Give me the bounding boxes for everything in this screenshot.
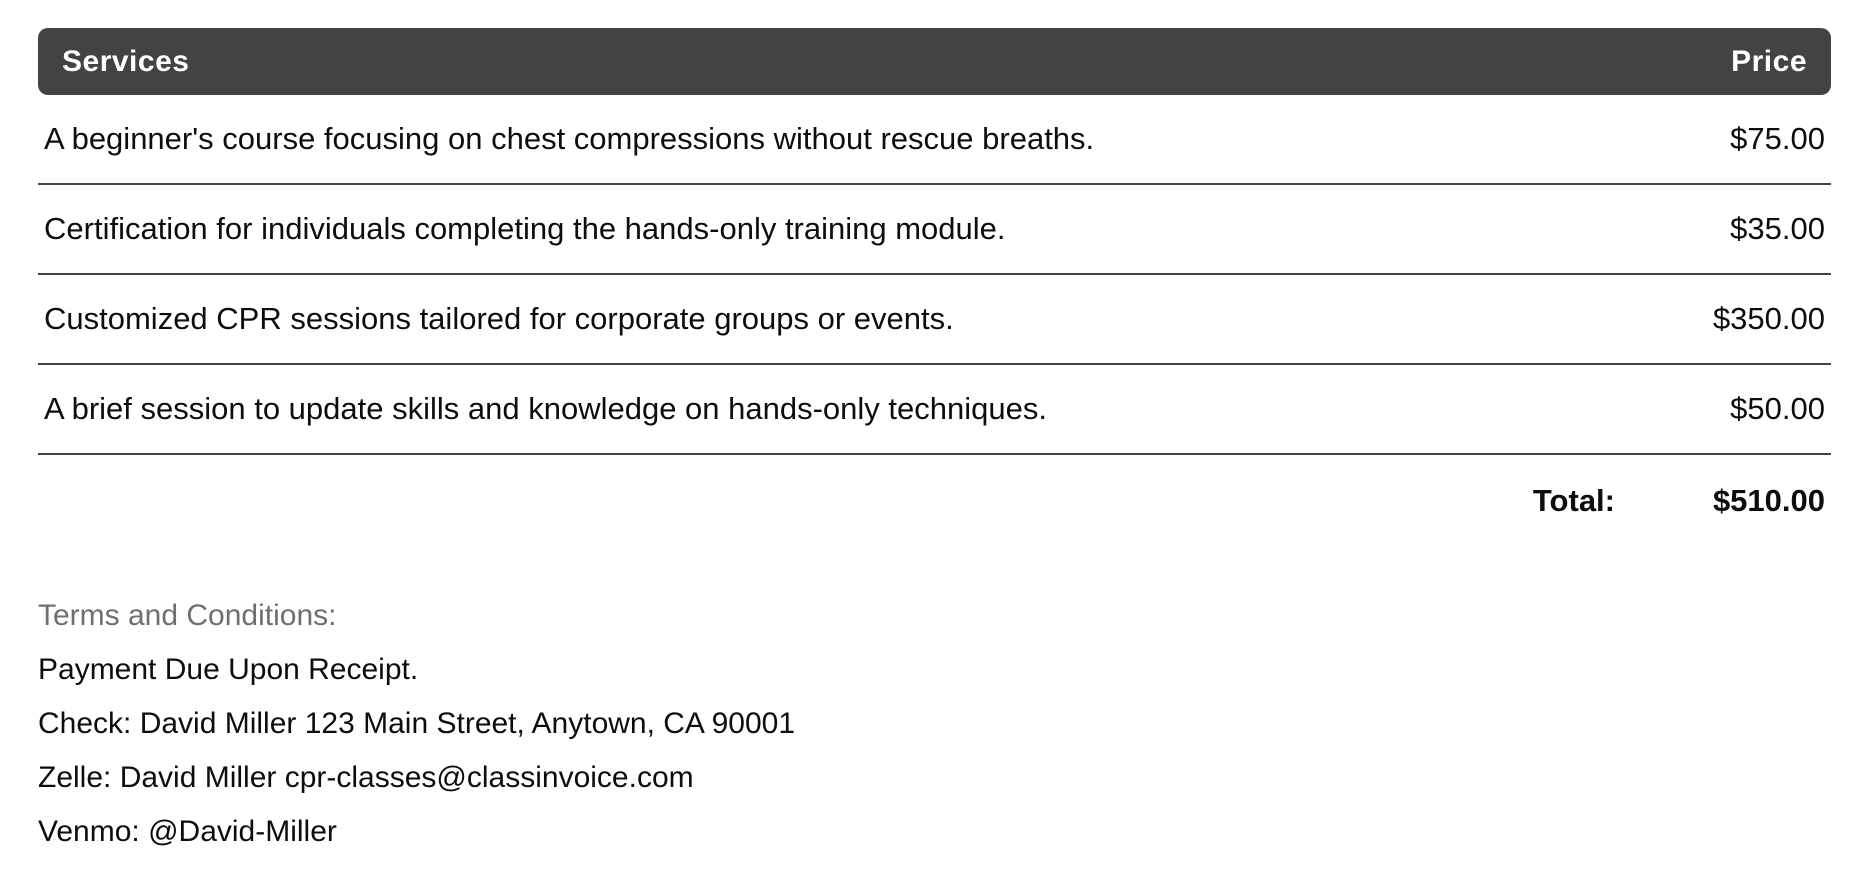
table-header-row	[38, 28, 1831, 95]
terms-line-check: Check: David Miller 123 Main Street, Anytown, CA 90001	[38, 707, 796, 740]
service-price: $50.00	[1730, 391, 1825, 426]
service-description: A beginner's course focusing on chest compressions without rescue breaths.	[44, 121, 1095, 156]
service-price: $75.00	[1730, 121, 1825, 156]
service-price: $350.00	[1712, 301, 1825, 336]
service-description: Certification for individuals completing the hands-only training module.	[44, 211, 1006, 246]
service-description: Customized CPR sessions tailored for corporate groups or events.	[44, 301, 954, 336]
table-row	[38, 275, 1831, 365]
column-header-services: Services	[62, 44, 190, 78]
terms-line-payment: Payment Due Upon Receipt.	[38, 653, 419, 686]
total-label: Total:	[1532, 483, 1615, 518]
table-row	[38, 185, 1831, 275]
table-row	[38, 365, 1831, 455]
service-price: $35.00	[1730, 211, 1825, 246]
terms-line-venmo: Venmo: @David-Miller	[38, 815, 337, 848]
total-value: $510.00	[1712, 483, 1825, 518]
services-table	[38, 28, 1831, 549]
terms-section	[38, 589, 1831, 859]
table-row	[38, 95, 1831, 185]
column-header-price: Price	[1731, 44, 1807, 78]
total-row	[38, 455, 1831, 549]
service-description: A brief session to update skills and knowledge on hands-only techniques.	[44, 391, 1047, 426]
terms-line-zelle: Zelle: David Miller cpr-classes@classinvoice.com	[38, 761, 694, 794]
terms-heading: Terms and Conditions:	[38, 599, 337, 632]
